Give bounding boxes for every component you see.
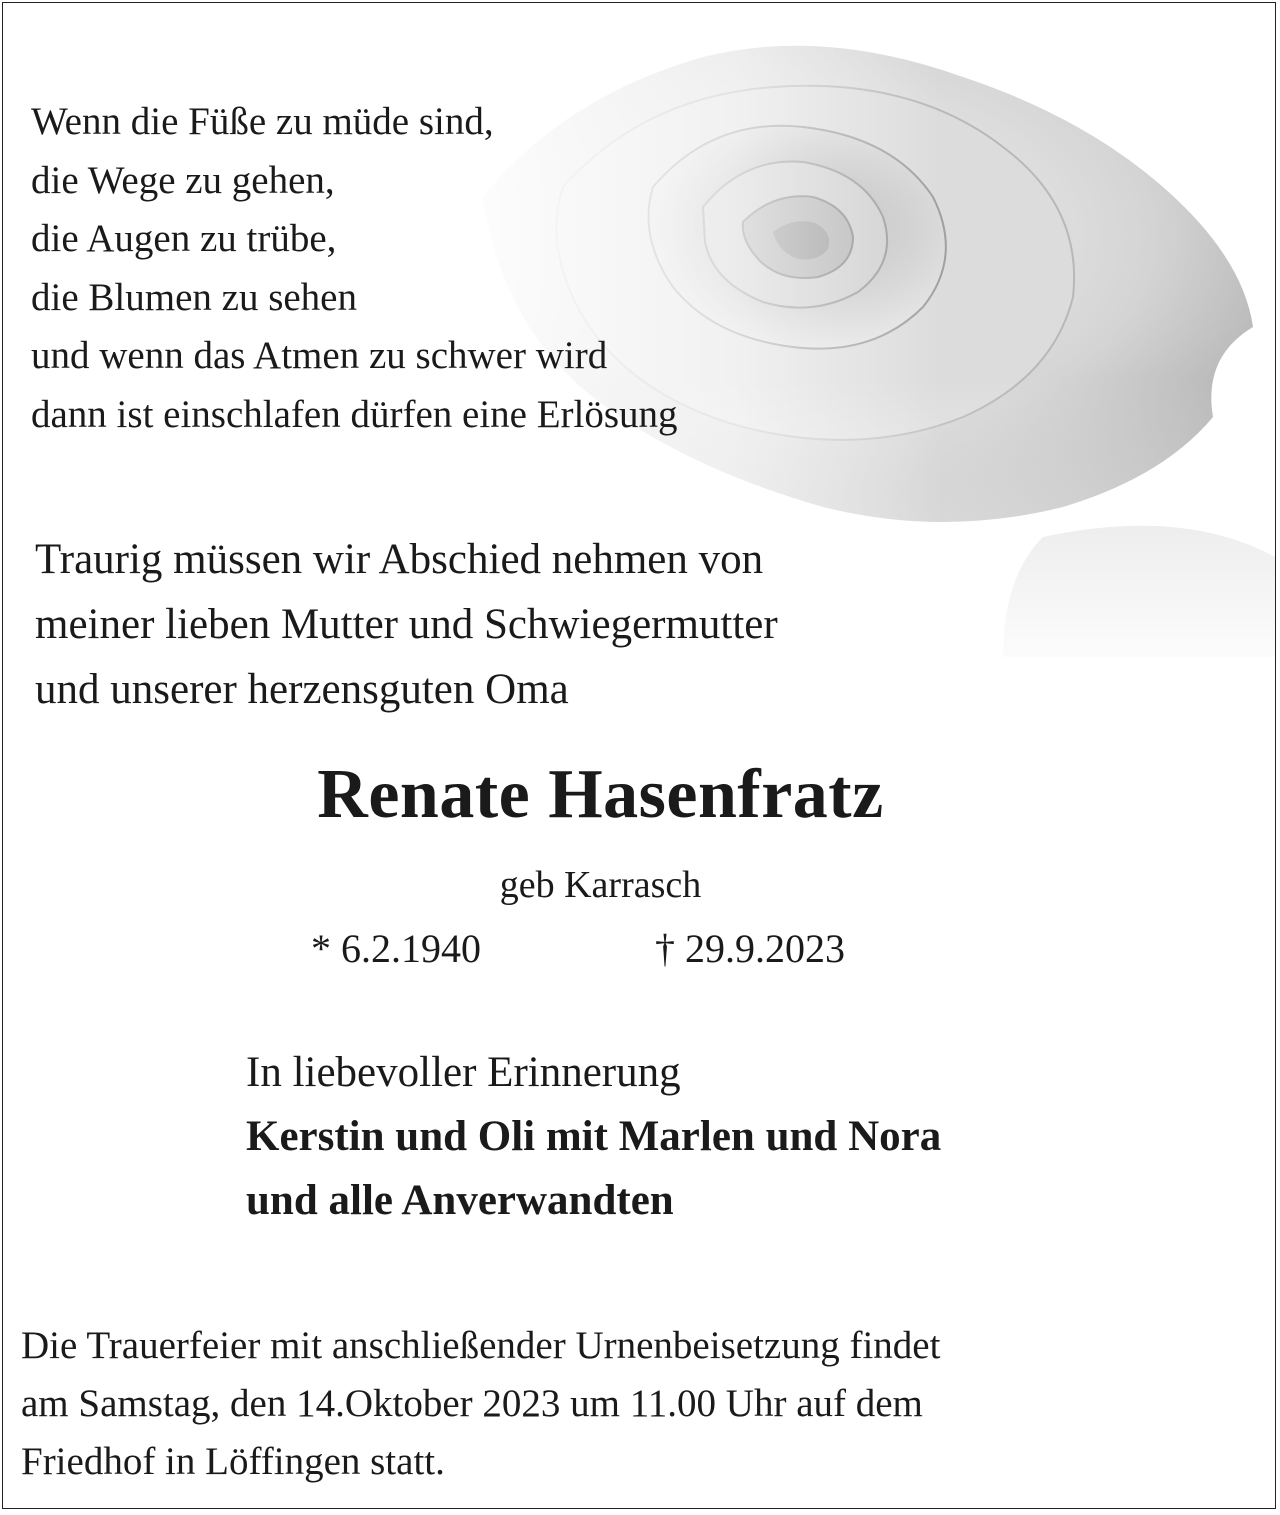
mourners-line: Kerstin und Oli mit Marlen und Nora (246, 1113, 942, 1160)
deceased-name: Renate Hasenfratz (317, 756, 884, 833)
poem-line: und wenn das Atmen zu schwer wird (31, 334, 608, 377)
birth-name: geb Karrasch (499, 864, 702, 906)
mourners (246, 1041, 941, 1233)
poem-line: die Wege zu gehen, (31, 158, 335, 202)
service-line: Friedhof in Löffingen statt. (21, 1440, 445, 1483)
service-info (21, 1317, 940, 1491)
intro-line: meiner lieben Mutter und Schwiegermutter (35, 601, 778, 648)
mourners-line: und alle Anverwandten (246, 1177, 674, 1224)
announcement-intro (35, 527, 778, 722)
birth-date: * 6.2.1940 (311, 926, 481, 971)
service-line: am Samstag, den 14.Oktober 2023 um 11.00 Uhr auf dem (21, 1382, 923, 1425)
intro-line: Traurig müssen wir Abschied nehmen von (35, 536, 764, 583)
intro-line: und unserer herzensguten Oma (35, 666, 569, 713)
poem-line: dann ist einschlafen dürfen eine Erlösung (31, 392, 678, 436)
poem (31, 93, 678, 444)
memory-intro: In liebevoller Erinnerung (246, 1049, 681, 1096)
poem-line: die Blumen zu sehen (31, 275, 357, 319)
service-line: Die Trauerfeier mit anschließender Urnenbeisetzung findet (21, 1324, 941, 1367)
obituary-notice (2, 2, 1276, 1509)
poem-line: Wenn die Füße zu müde sind, (31, 100, 494, 143)
poem-line: die Augen zu trübe, (31, 217, 337, 260)
death-date: † 29.9.2023 (655, 926, 845, 971)
